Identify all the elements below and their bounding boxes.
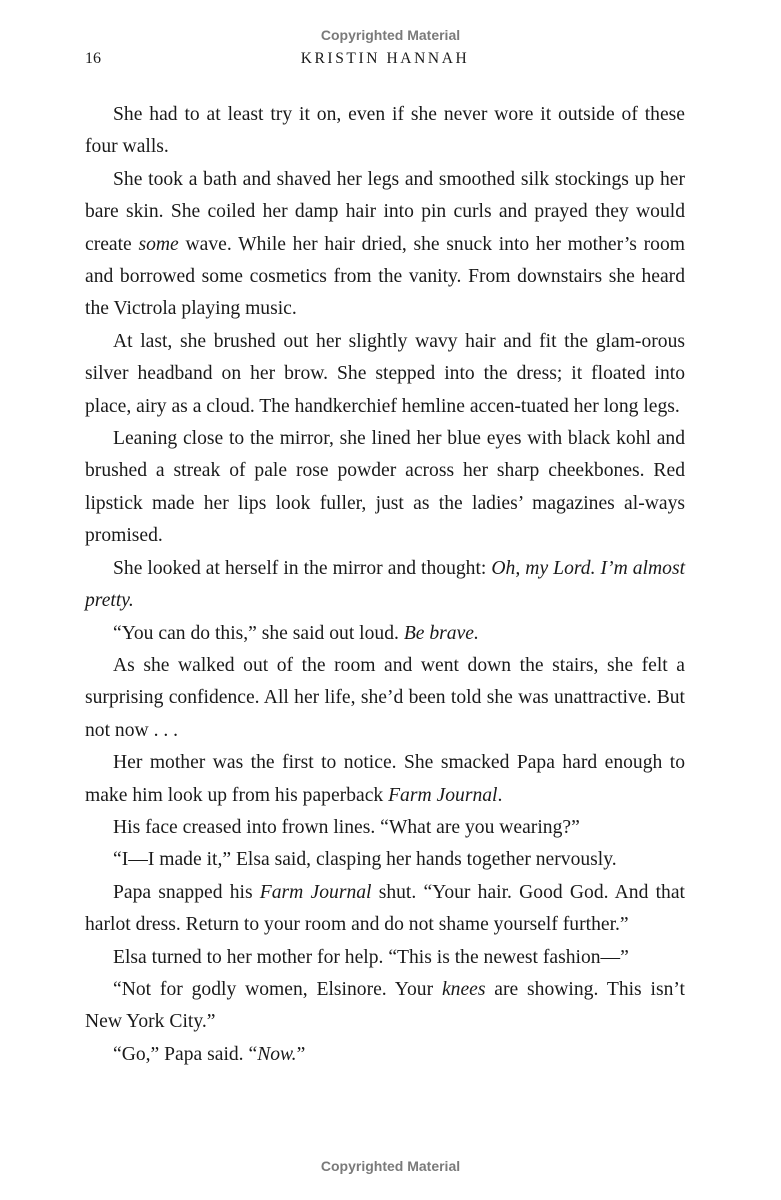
- paragraph: She had to at least try it on, even if she never wore it outside of these four walls.: [85, 104, 685, 158]
- paragraph: “Go,” Papa said. “Now.”: [113, 1043, 306, 1065]
- paragraph: Her mother was the first to notice. She smacked Papa hard enough to make him look up from his paperback Farm Journal.: [85, 752, 685, 806]
- paragraph: “You can do this,” she said out loud. Be brave.: [113, 622, 479, 644]
- paragraph: As she walked out of the room and went down the stairs, she felt a surprising confidence. All her life, she’d been told she was unattractive. But not now . . .: [85, 654, 685, 741]
- paragraph: Elsa turned to her mother for help. “This is the newest fashion—”: [113, 946, 629, 968]
- paragraph: “I—I made it,” Elsa said, clasping her hands together nervously.: [113, 849, 617, 871]
- paragraph: At last, she brushed out her slightly wavy hair and fit the glam-orous silver headband on her brow. She stepped into the dress; it floated into place, airy as a cloud. The handkerchief hemline accen-tuated her long legs.: [85, 330, 685, 417]
- copyright-watermark-top: Copyrighted Material: [320, 27, 461, 43]
- paragraph: She took a bath and shaved her legs and smoothed silk stockings up her bare skin. She coiled her damp hair into pin curls and prayed they would create some wave. While her hair dried, she snuck into her mother’s room and borrowed some cosmetics from the vanity. From downstairs she heard the Victrola playing music.: [85, 168, 686, 320]
- author-name: KRISTIN HANNAH: [300, 50, 470, 67]
- paragraph: She looked at herself in the mirror and thought: Oh, my Lord. I’m almost pretty.: [85, 557, 686, 612]
- page-number: 16: [85, 50, 101, 67]
- paragraph: Papa snapped his Farm Journal shut. “Your hair. Good God. And that harlot dress. Return to your room and do not shame yourself further.”: [85, 881, 685, 936]
- running-head: [85, 50, 685, 72]
- body-text: [85, 99, 685, 1071]
- paragraph: Leaning close to the mirror, she lined her blue eyes with black kohl and brushed a streak of pale rose powder across her sharp cheekbones. Red lipstick made her lips look fuller, just as the ladies’ magazines al-ways promised.: [85, 428, 685, 547]
- paragraph: “Not for godly women, Elsinore. Your knees are showing. This isn’t New York City.”: [85, 978, 686, 1033]
- copyright-watermark-bottom: Copyrighted Material: [320, 1158, 461, 1174]
- paragraph: His face creased into frown lines. “What are you wearing?”: [113, 816, 580, 838]
